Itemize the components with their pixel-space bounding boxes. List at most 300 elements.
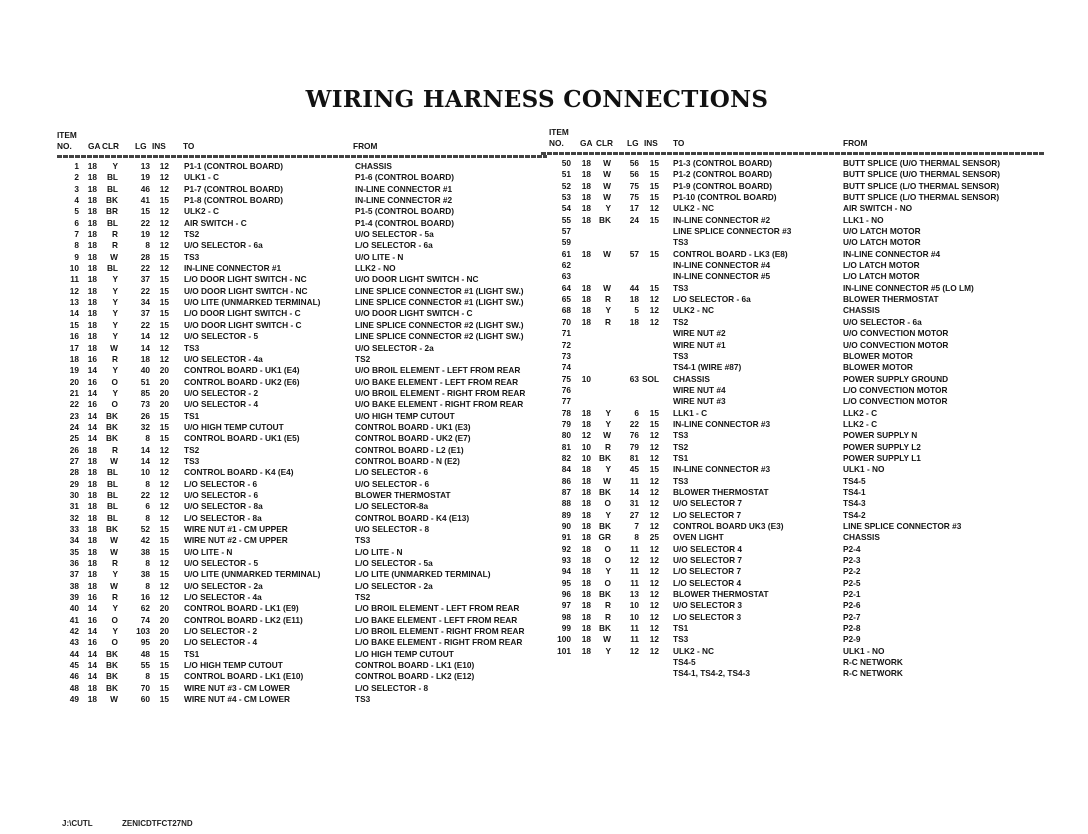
cell-no: 37 [69, 569, 79, 580]
cell-to: U/O SELECTOR - 4 [184, 399, 259, 410]
table-row [57, 274, 547, 285]
cell-ins: 15 [649, 158, 659, 168]
cell-to: WIRE NUT #3 - CM LOWER [184, 682, 291, 693]
cell-ga: 18 [581, 589, 591, 600]
cell-ins: 12 [649, 611, 659, 622]
cell-to: U/O SELECTOR - 4a [184, 353, 263, 364]
cell-ins: 12 [159, 331, 169, 342]
cell-clr: Y [112, 603, 118, 614]
cell-from: LINE SPLICE CONNECTOR #2 (LIGHT SW.) [355, 319, 524, 330]
cell-ga: 10 [581, 452, 591, 463]
cell-ga: 18 [581, 180, 591, 191]
cell-no: 53 [561, 192, 571, 203]
cell-lg: 60 [140, 694, 150, 705]
cell-ins: 12 [159, 172, 169, 183]
cell-clr: O [111, 614, 118, 625]
cell-clr: BK [106, 682, 118, 693]
table-row [57, 479, 547, 490]
cell-ga: 14 [87, 433, 97, 444]
cell-ins: 12 [649, 589, 659, 600]
cell-from: IN-LINE CONNECTOR #2 [355, 195, 453, 206]
cell-to: L/O SELECTOR - 8a [184, 512, 262, 523]
table-row [549, 589, 1044, 600]
cell-ins: 12 [649, 430, 659, 441]
footer-code: ZENICDTFCT27ND [122, 819, 193, 828]
cell-ins: 12 [159, 353, 169, 364]
cell-ga: 18 [581, 418, 591, 429]
cell-lg: 42 [140, 535, 150, 546]
cell-no: 63 [561, 271, 571, 282]
cell-to: TS2 [184, 444, 200, 455]
cell-clr: W [110, 580, 118, 591]
cell-ins: 12 [159, 455, 169, 466]
cell-lg: 41 [140, 195, 150, 206]
cell-to: BLOWER THERMOSTAT [673, 486, 769, 497]
table-row [57, 535, 547, 546]
cell-lg: 11 [630, 577, 639, 588]
cell-to: CONTROL BOARD - UK1 (E5) [184, 433, 300, 444]
cell-to: ULK2 - NC [673, 305, 715, 316]
cell-from: TS4-2 [843, 509, 866, 520]
cell-no: 72 [561, 339, 571, 350]
cell-clr: O [604, 498, 611, 509]
cell-to: TS2 [673, 316, 689, 327]
footer-path: J:\CUTL [62, 819, 93, 828]
cell-no: 77 [561, 396, 571, 407]
table-row [57, 569, 547, 580]
cell-no: 52 [561, 180, 571, 191]
cell-lg: 76 [629, 430, 639, 441]
cell-no: 31 [69, 501, 79, 512]
table-row [549, 555, 1044, 566]
cell-to: U/O LITE (UNMARKED TERMINAL) [184, 297, 321, 308]
cell-lg: 14 [140, 331, 150, 342]
cell-no: 82 [561, 452, 571, 463]
table-row [549, 442, 1044, 453]
table-header [549, 127, 1044, 152]
cell-from: U/O LITE - N [355, 251, 404, 262]
cell-from: U/O HIGH TEMP CUTOUT [355, 410, 455, 421]
cell-ga: 14 [87, 660, 97, 671]
table-row [57, 456, 547, 467]
cell-lg: 37 [140, 308, 150, 319]
cell-ga: 18 [87, 195, 97, 206]
cell-ga: 18 [87, 501, 97, 512]
cell-no: 59 [561, 237, 571, 248]
cell-to: IN-LINE CONNECTOR #3 [673, 418, 771, 429]
cell-clr: BK [599, 452, 611, 463]
cell-ins: 12 [159, 467, 169, 478]
cell-no: 9 [74, 251, 79, 262]
cell-no: 78 [561, 407, 571, 418]
cell-ga: 18 [581, 464, 591, 475]
cell-lg: 8 [145, 580, 150, 591]
cell-ins: 12 [649, 577, 659, 588]
cell-from: U/O BROIL ELEMENT - LEFT FROM REAR [355, 365, 521, 376]
cell-clr: W [110, 546, 118, 557]
cell-ga: 18 [581, 600, 591, 611]
cell-clr: R [112, 592, 118, 603]
cell-lg: 75 [629, 192, 639, 203]
cell-clr: R [605, 316, 611, 327]
table-row [57, 694, 547, 705]
cell-no: 27 [69, 455, 79, 466]
cell-lg: 44 [629, 282, 639, 293]
cell-no: 44 [69, 648, 79, 659]
cell-lg: 18 [140, 353, 150, 364]
cell-no: 42 [69, 626, 79, 637]
table-row [57, 365, 547, 376]
cell-clr: BK [106, 671, 118, 682]
cell-lg: 26 [140, 410, 150, 421]
cell-from: L/O SELECTOR - 5a [355, 558, 433, 569]
table-row [57, 683, 547, 694]
cell-clr: W [603, 169, 611, 180]
cell-to: CONTROL BOARD - LK3 (E8) [673, 248, 788, 259]
cell-no: 100 [557, 634, 571, 645]
cell-lg: 19 [140, 172, 150, 183]
cell-clr: Y [605, 566, 611, 577]
cell-ins: 20 [159, 376, 169, 387]
cell-no: 16 [69, 331, 79, 342]
cell-lg: 19 [140, 229, 150, 240]
cell-no: 32 [69, 512, 79, 523]
cell-from: POWER SUPPLY GROUND [843, 373, 949, 384]
cell-clr: R [112, 558, 118, 569]
cell-from: U/O LATCH MOTOR [843, 226, 921, 237]
cell-to: U/O DOOR LIGHT SWITCH - C [184, 319, 302, 330]
cell-no: 74 [561, 362, 571, 373]
cell-from: U/O DOOR LIGHT SWITCH - NC [355, 274, 479, 285]
cell-from: L/O SELECTOR - 6 [355, 467, 429, 478]
cell-clr: Y [112, 365, 118, 376]
cell-lg: 10 [629, 600, 639, 611]
cell-lg: 62 [140, 603, 150, 614]
cell-no: 38 [69, 580, 79, 591]
cell-ins: 15 [649, 180, 659, 191]
cell-clr: O [604, 577, 611, 588]
cell-to: U/O SELECTOR 7 [673, 498, 743, 509]
cell-to: U/O SELECTOR - 8a [184, 501, 263, 512]
cell-to: U/O LITE - N [184, 546, 233, 557]
cell-ins: 12 [159, 263, 169, 274]
table-row [549, 408, 1044, 419]
table-row [57, 649, 547, 660]
table-row [57, 411, 547, 422]
cell-lg: 22 [629, 418, 639, 429]
cell-ins: 12 [649, 600, 659, 611]
cell-clr: Y [112, 626, 118, 637]
cell-ga: 14 [87, 648, 97, 659]
table-row [549, 203, 1044, 214]
cell-ga: 14 [87, 387, 97, 398]
cell-lg: 85 [140, 387, 150, 398]
table-row [549, 544, 1044, 555]
cell-ins: 15 [159, 319, 169, 330]
cell-ins: 12 [649, 498, 659, 509]
table-row [57, 433, 547, 444]
cell-from: BUTT SPLICE (L/O THERMAL SENSOR) [843, 180, 1000, 191]
header-item: ITEM [549, 127, 569, 137]
cell-to: P1-7 (CONTROL BOARD) [184, 183, 283, 194]
header-no: NO. [57, 141, 72, 151]
cell-ga: 18 [581, 158, 591, 168]
cell-to: ULK2 - C [184, 206, 220, 217]
cell-lg: 8 [145, 433, 150, 444]
cell-ga: 18 [87, 319, 97, 330]
cell-lg: 56 [629, 169, 639, 180]
header-lg: LG [135, 141, 147, 151]
cell-from: TS3 [355, 694, 371, 705]
cell-ins: 12 [649, 441, 659, 452]
cell-no: 22 [69, 399, 79, 410]
cell-to: CONTROL BOARD - K4 (E4) [184, 467, 294, 478]
wiring-table-right [549, 127, 1044, 680]
cell-ins: 12 [649, 475, 659, 486]
cell-no: 50 [561, 158, 571, 168]
table-row [57, 343, 547, 354]
cell-from: U/O BAKE ELEMENT - LEFT FROM REAR [355, 376, 519, 387]
cell-to: TS1 [673, 452, 689, 463]
cell-to: P1-9 (CONTROL BOARD) [673, 180, 772, 191]
table-row [57, 206, 547, 217]
cell-ins: 15 [159, 421, 169, 432]
cell-to: IN-LINE CONNECTOR #4 [673, 260, 771, 271]
cell-clr: Y [605, 407, 611, 418]
cell-ins: 12 [649, 645, 659, 656]
cell-lg: 24 [629, 214, 639, 225]
cell-clr: BL [106, 512, 118, 523]
cell-no: 18 [69, 353, 79, 364]
table-row [57, 240, 547, 251]
cell-to: CONTROL BOARD - LK1 (E9) [184, 603, 299, 614]
cell-from: R-C NETWORK [843, 668, 903, 679]
cell-to: L/O SELECTOR 7 [673, 566, 742, 577]
table-row [57, 184, 547, 195]
table-row [549, 237, 1044, 248]
cell-ins: 12 [159, 342, 169, 353]
cell-from: P2-1 [843, 589, 861, 600]
cell-no: 11 [70, 274, 79, 285]
cell-ga: 18 [581, 407, 591, 418]
cell-lg: 27 [629, 509, 639, 520]
cell-lg: 28 [140, 251, 150, 262]
cell-ga: 18 [87, 512, 97, 523]
cell-no: 17 [69, 342, 79, 353]
cell-lg: 8 [145, 671, 150, 682]
cell-ga: 14 [87, 603, 97, 614]
cell-lg: 75 [629, 180, 639, 191]
cell-no: 70 [561, 316, 571, 327]
cell-ga: 14 [87, 410, 97, 421]
table-row [57, 377, 547, 388]
cell-clr: BK [106, 195, 118, 206]
cell-lg: 22 [140, 319, 150, 330]
cell-clr: BK [106, 421, 118, 432]
header-clr: CLR [596, 138, 614, 148]
table-row [57, 445, 547, 456]
table-row [57, 467, 547, 478]
cell-from: LINE SPLICE CONNECTOR #1 (LIGHT SW.) [355, 285, 524, 296]
cell-to: CONTROL BOARD - UK2 (E6) [184, 376, 300, 387]
cell-from: BLOWER MOTOR [843, 350, 913, 361]
cell-no: 99 [561, 623, 571, 634]
cell-lg: 46 [140, 183, 150, 194]
cell-ins: 12 [649, 543, 659, 554]
cell-clr: Y [605, 509, 611, 520]
cell-ins: 15 [159, 682, 169, 693]
table-row [57, 603, 547, 614]
cell-ga: 18 [581, 555, 591, 566]
cell-no: 89 [561, 509, 571, 520]
cell-lg: 73 [140, 399, 150, 410]
header-to: TO [673, 138, 685, 148]
cell-ga: 16 [87, 614, 97, 625]
table-row [549, 419, 1044, 430]
cell-no: 61 [561, 248, 571, 259]
table-row [57, 592, 547, 603]
cell-clr: W [110, 535, 118, 546]
table-row [549, 668, 1044, 679]
cell-no: 80 [561, 430, 571, 441]
cell-no: 55 [561, 214, 571, 225]
cell-ga: 18 [87, 206, 97, 217]
cell-to: OVEN LIGHT [673, 532, 724, 543]
cell-from: R-C NETWORK [843, 657, 903, 668]
cell-ins: 12 [649, 305, 659, 316]
table-row [57, 218, 547, 229]
cell-to: TS3 [673, 350, 689, 361]
cell-ins: 15 [159, 569, 169, 580]
cell-clr: O [111, 376, 118, 387]
cell-no: 43 [69, 637, 79, 648]
cell-no: 23 [69, 410, 79, 421]
cell-from: CONTROL BOARD - LK2 (E12) [355, 671, 475, 682]
cell-no: 75 [561, 373, 571, 384]
cell-to: LLK1 - C [673, 407, 708, 418]
cell-clr: BL [106, 467, 118, 478]
cell-from: L/O LATCH MOTOR [843, 260, 920, 271]
cell-no: 76 [561, 384, 571, 395]
cell-to: U/O SELECTOR - 6 [184, 489, 259, 500]
cell-to: IN-LINE CONNECTOR #2 [673, 214, 771, 225]
cell-ins: 15 [649, 418, 659, 429]
cell-clr: Y [605, 464, 611, 475]
table-row [549, 657, 1044, 668]
cell-from: P1-4 (CONTROL BOARD) [355, 217, 454, 228]
cell-from: ULK1 - NO [843, 464, 885, 475]
cell-ins: 12 [649, 452, 659, 463]
cell-from: U/O DOOR LIGHT SWITCH - C [355, 308, 473, 319]
cell-from: CONTROL BOARD - UK2 (E7) [355, 433, 471, 444]
cell-no: 12 [69, 285, 79, 296]
cell-clr: R [605, 441, 611, 452]
cell-from: TS4-1 [843, 486, 866, 497]
table-row [549, 192, 1044, 203]
cell-no: 45 [69, 660, 79, 671]
cell-no: 68 [561, 305, 571, 316]
cell-to: L/O SELECTOR 4 [673, 577, 742, 588]
cell-to: U/O SELECTOR - 6a [184, 240, 263, 251]
cell-ins: 12 [649, 316, 659, 327]
cell-lg: 37 [140, 274, 150, 285]
cell-ins: 12 [159, 478, 169, 489]
cell-ins: 12 [159, 161, 169, 171]
cell-ins: 15 [159, 274, 169, 285]
cell-no: 33 [69, 524, 79, 534]
cell-lg: 32 [140, 421, 150, 432]
cell-from: BLOWER THERMOSTAT [355, 489, 451, 500]
cell-from: P2-9 [843, 634, 861, 645]
cell-lg: 16 [140, 592, 150, 603]
table-row [57, 558, 547, 569]
cell-ga: 18 [581, 577, 591, 588]
table-row [549, 181, 1044, 192]
table-row [549, 453, 1044, 464]
cell-to: CONTROL BOARD - LK1 (E10) [184, 671, 304, 682]
cell-clr: R [112, 353, 118, 364]
cell-ga: 18 [87, 558, 97, 569]
cell-clr: R [112, 444, 118, 455]
cell-lg: 11 [630, 566, 639, 577]
cell-ins: 15 [159, 648, 169, 659]
table-row [57, 354, 547, 365]
cell-ins: 12 [649, 521, 659, 531]
cell-from: L/O BROIL ELEMENT - LEFT FROM REAR [355, 603, 520, 614]
cell-ins: 15 [159, 546, 169, 557]
table-row [57, 626, 547, 637]
cell-ins: 12 [159, 501, 169, 512]
cell-ins: 15 [649, 192, 659, 203]
cell-to: L/O SELECTOR - 4a [184, 592, 262, 603]
cell-to: P1-8 (CONTROL BOARD) [184, 195, 283, 206]
cell-clr: BL [106, 217, 118, 228]
table-row [549, 374, 1044, 385]
cell-no: 90 [561, 521, 571, 531]
cell-from: U/O SELECTOR - 2a [355, 342, 434, 353]
cell-ins: 20 [159, 614, 169, 625]
cell-no: 25 [69, 433, 79, 444]
cell-ga: 18 [87, 331, 97, 342]
cell-to: P1-3 (CONTROL BOARD) [673, 158, 772, 168]
cell-ga: 18 [87, 251, 97, 262]
cell-no: 35 [69, 546, 79, 557]
cell-no: 29 [69, 478, 79, 489]
table-row [549, 226, 1044, 237]
table-row [57, 320, 547, 331]
cell-to: P1-2 (CONTROL BOARD) [673, 169, 772, 180]
cell-ins: 15 [159, 660, 169, 671]
cell-no: 88 [561, 498, 571, 509]
cell-ga: 14 [87, 421, 97, 432]
cell-no: 101 [557, 645, 571, 656]
cell-to: TS3 [673, 430, 689, 441]
cell-clr: BL [106, 183, 118, 194]
cell-ga: 18 [87, 161, 97, 171]
table-row [549, 464, 1044, 475]
cell-clr: O [604, 555, 611, 566]
cell-no: 64 [561, 282, 571, 293]
cell-clr: W [603, 180, 611, 191]
cell-from: P2-5 [843, 577, 861, 588]
cell-clr: BK [106, 524, 118, 534]
cell-no: 13 [69, 297, 79, 308]
cell-to: ULK1 - C [184, 172, 220, 183]
cell-from: L/O BAKE ELEMENT - RIGHT FROM REAR [355, 637, 523, 648]
cell-from: CHASSIS [843, 532, 880, 543]
cell-ga: 18 [581, 282, 591, 293]
cell-from: P2-4 [843, 543, 861, 554]
